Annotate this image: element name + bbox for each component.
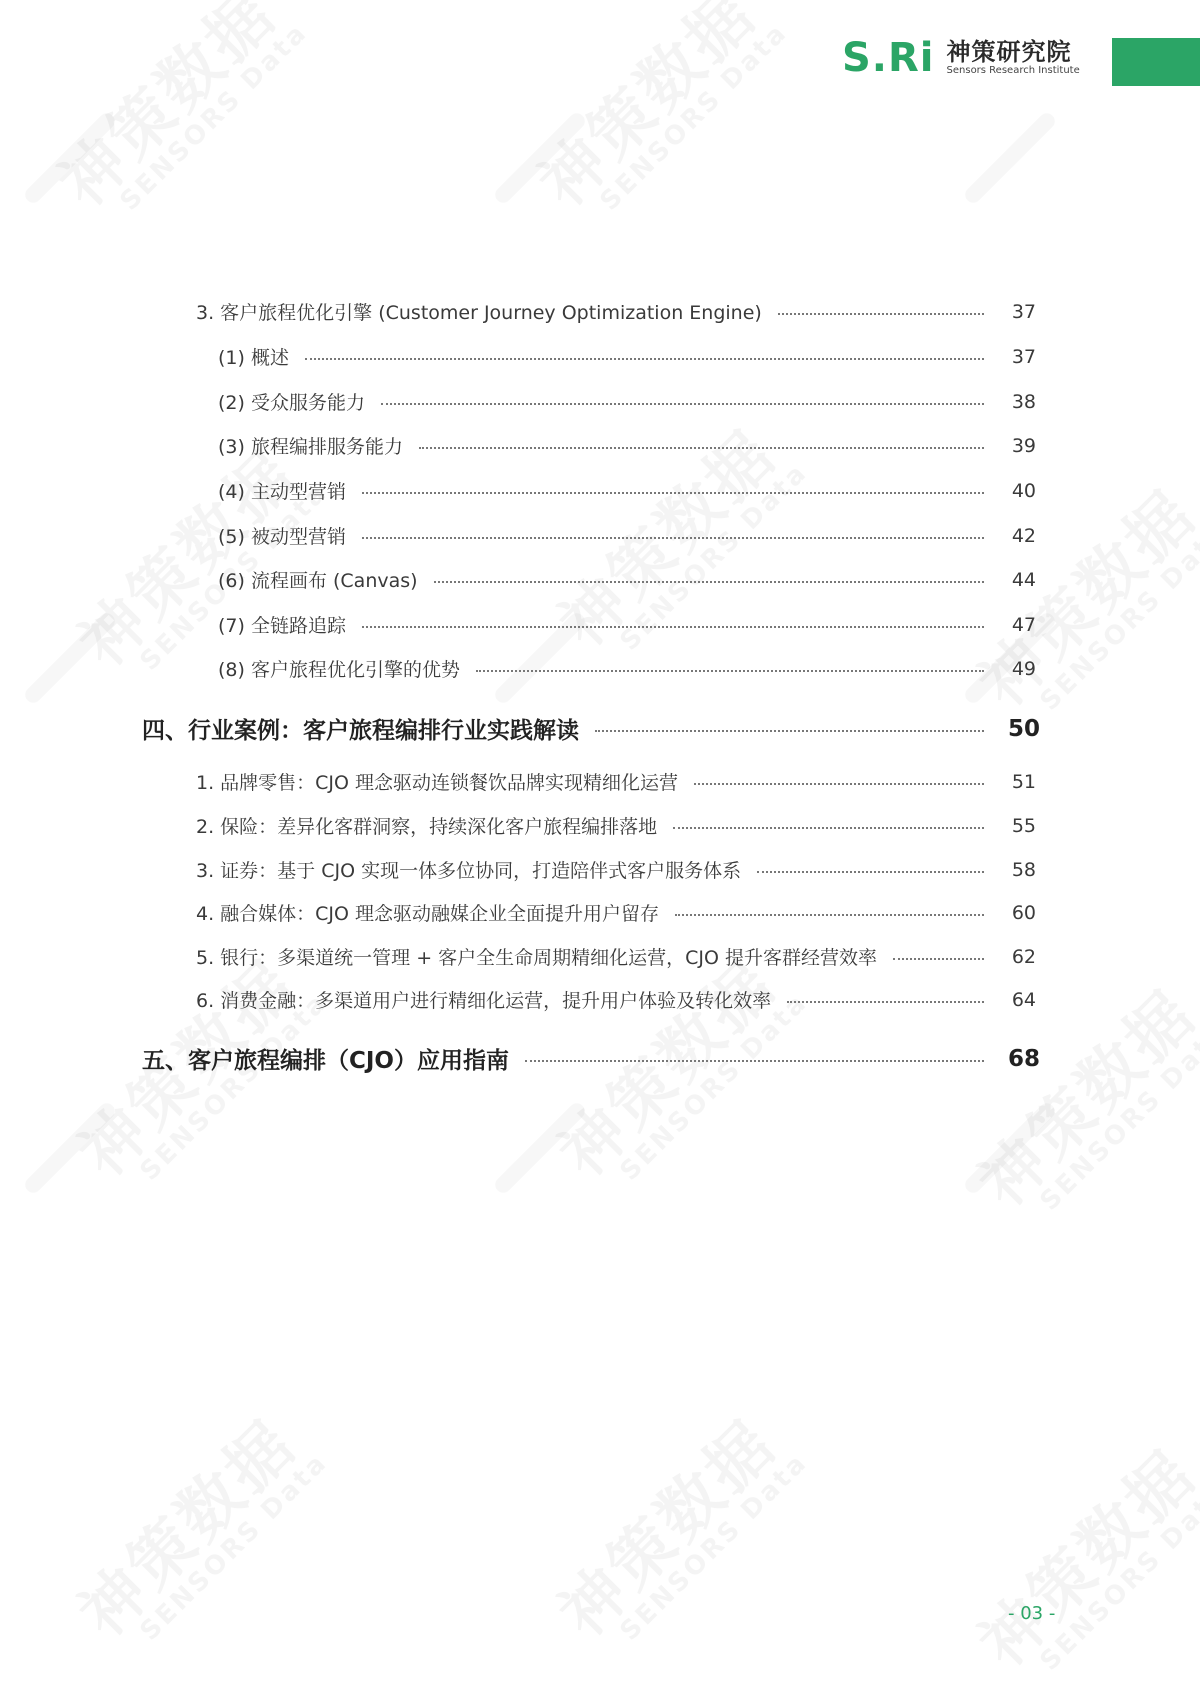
- toc-entry-title: (5) 被动型营销: [218, 526, 346, 548]
- watermark: [969, 1433, 1200, 1696]
- toc-entry-page: 47: [1011, 613, 1036, 636]
- toc-leader-dots: [434, 581, 984, 583]
- toc-entry-title: 1. 品牌零售：CJO 理念驱动连锁餐饮品牌实现精细化运营: [196, 772, 679, 794]
- toc-leader-dots: [675, 914, 984, 916]
- watermark-en: [1036, 1479, 1200, 1676]
- toc-chapter-entry[interactable]: [142, 712, 1040, 745]
- toc-entry-page: 64: [1011, 988, 1036, 1011]
- watermark-stripe: [22, 1100, 118, 1196]
- watermark-en: [116, 19, 313, 216]
- watermark-stripe: [492, 1100, 588, 1196]
- toc-entry-page: 49: [1011, 657, 1036, 680]
- header-logo: [842, 35, 1080, 81]
- toc-entry-title: 五、客户旅程编排（CJO）应用指南: [142, 1048, 509, 1074]
- toc-entry[interactable]: [218, 611, 1036, 638]
- toc-entry-page: 42: [1011, 524, 1036, 547]
- watermark-stripe: [22, 610, 118, 706]
- toc-leader-dots: [362, 492, 984, 494]
- watermark: [969, 473, 1200, 736]
- sri-logo-mark: S.Ri: [842, 35, 935, 81]
- toc-leader-dots: [362, 537, 984, 539]
- toc-entry-page: 51: [1011, 770, 1036, 793]
- toc-leader-dots: [381, 403, 984, 405]
- toc-entry-title: (1) 概述: [218, 347, 289, 369]
- org-name-en: Sensors Research Institute: [946, 65, 1080, 77]
- toc-entry-title: 6. 消费金融：多渠道用户进行精细化运营，提升用户体验及转化效率: [196, 990, 772, 1012]
- toc-entry-title: (3) 旅程编排服务能力: [218, 436, 403, 458]
- toc-entry[interactable]: [196, 812, 1036, 839]
- toc-leader-dots: [362, 626, 984, 628]
- toc-entry-page: 44: [1011, 568, 1036, 591]
- watermark-en: [616, 1449, 813, 1646]
- toc-entry[interactable]: [218, 566, 1036, 593]
- watermark-en: [1036, 1019, 1200, 1216]
- toc-entry-page: 58: [1011, 858, 1036, 881]
- toc-entry-page: 68: [1007, 1045, 1040, 1072]
- watermark-en: [1036, 519, 1200, 716]
- toc-entry-title: 3. 证券：基于 CJO 实现一体多位协同，打造陪伴式客户服务体系: [196, 860, 742, 882]
- toc-entry-title: (6) 流程画布 (Canvas): [218, 570, 418, 592]
- watermark-cn: [69, 433, 314, 678]
- toc-entry-title: (4) 主动型营销: [218, 481, 346, 503]
- toc-entry-page: 60: [1011, 901, 1036, 924]
- toc-entry-title: 5. 银行：多渠道统一管理 + 客户全生命周期精细化运营，CJO 提升客群经营效率: [196, 947, 878, 969]
- watermark-en: [136, 989, 333, 1186]
- toc-entry[interactable]: [196, 899, 1036, 926]
- toc-leader-dots: [595, 730, 984, 732]
- watermark-cn: [69, 1403, 314, 1648]
- watermark-en: [136, 1449, 333, 1646]
- toc-chapter-entry[interactable]: [142, 1042, 1040, 1075]
- toc-entry[interactable]: [218, 388, 1036, 415]
- toc-entry-page: 50: [1007, 715, 1040, 742]
- toc-entry[interactable]: [196, 856, 1036, 883]
- watermark-cn: [549, 1403, 794, 1648]
- toc-entry-title: 2. 保险：差异化客群洞察，持续深化客户旅程编排落地: [196, 816, 658, 838]
- watermark-cn: [49, 0, 294, 218]
- toc-entry-title: 四、行业案例：客户旅程编排行业实践解读: [142, 718, 579, 744]
- toc-leader-dots: [757, 871, 984, 873]
- toc-entry-page: 39: [1011, 434, 1036, 457]
- watermark-stripe: [962, 110, 1058, 206]
- toc-entry[interactable]: [218, 522, 1036, 549]
- toc-entry[interactable]: [196, 943, 1036, 970]
- toc-entry[interactable]: [218, 655, 1036, 682]
- toc-entry-page: 40: [1011, 479, 1036, 502]
- watermark-cn: [969, 1433, 1200, 1678]
- toc-entry[interactable]: [218, 432, 1036, 459]
- toc-entry[interactable]: [218, 477, 1036, 504]
- toc-leader-dots: [419, 447, 984, 449]
- toc-entry-page: 37: [1011, 345, 1036, 368]
- watermark: [69, 1403, 332, 1666]
- corner-accent-block: [1112, 38, 1200, 86]
- watermark-stripe: [22, 110, 118, 206]
- watermark-stripe: [962, 1100, 1058, 1196]
- watermark-stripe: [492, 110, 588, 206]
- toc-entry-title: (8) 客户旅程优化引擎的优势: [218, 659, 460, 681]
- toc-entry[interactable]: [196, 986, 1036, 1013]
- toc-leader-dots: [787, 1001, 984, 1003]
- toc-entry-title: (7) 全链路追踪: [218, 615, 346, 637]
- toc-entry-page: 62: [1011, 945, 1036, 968]
- toc-leader-dots: [673, 827, 984, 829]
- watermark: [549, 943, 812, 1206]
- toc-entry-title: (2) 受众服务能力: [218, 392, 365, 414]
- watermark-en: [616, 989, 813, 1186]
- watermark-cn: [529, 0, 774, 218]
- toc-leader-dots: [694, 783, 984, 785]
- toc-leader-dots: [778, 313, 984, 315]
- watermark: [549, 1403, 812, 1666]
- toc-leader-dots: [305, 358, 984, 360]
- org-name-cn: 神策研究院: [946, 37, 1072, 66]
- toc-entry-title: 4. 融合媒体：CJO 理念驱动融媒企业全面提升用户留存: [196, 903, 660, 925]
- toc-entry-title: 3. 客户旅程优化引擎 (Customer Journey Optimization Engine): [196, 302, 762, 324]
- toc-entry-page: 37: [1011, 300, 1036, 323]
- toc-entry[interactable]: [196, 298, 1036, 325]
- toc-entry-page: 38: [1011, 390, 1036, 413]
- watermark-en: [596, 19, 793, 216]
- logo-text: [947, 39, 1080, 77]
- toc-entry-page: 55: [1011, 814, 1036, 837]
- toc-entry[interactable]: [196, 768, 1036, 795]
- page-number: - 03 -: [1008, 1603, 1056, 1624]
- toc-leader-dots: [893, 958, 984, 960]
- watermark: [49, 0, 312, 237]
- toc-leader-dots: [476, 670, 984, 672]
- toc-leader-dots: [525, 1060, 984, 1062]
- toc-entry[interactable]: [218, 343, 1036, 370]
- watermark: [69, 943, 332, 1206]
